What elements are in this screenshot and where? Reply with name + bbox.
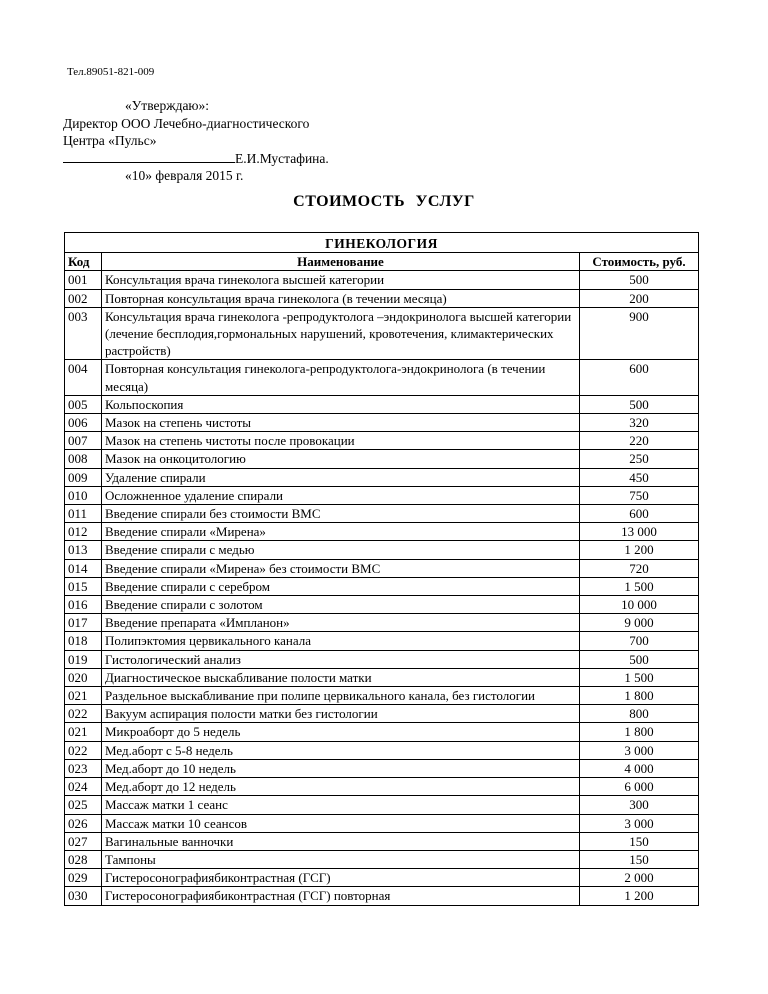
table-body	[65, 271, 699, 905]
cell-code: 022	[65, 705, 102, 723]
table-row	[65, 723, 699, 741]
table-row	[65, 307, 699, 360]
cell-code: 008	[65, 450, 102, 468]
cell-code: 004	[65, 360, 102, 395]
cell-code: 024	[65, 778, 102, 796]
table-row	[65, 614, 699, 632]
phone-number: Тел.89051-821-009	[67, 66, 155, 78]
cell-cost: 4 000	[580, 759, 699, 777]
cell-code: 027	[65, 832, 102, 850]
table-row	[65, 778, 699, 796]
cell-name: Введение препарата «Импланон»	[102, 614, 580, 632]
cell-code: 009	[65, 468, 102, 486]
cell-name: Мазок на степень чистоты	[102, 414, 580, 432]
section-title: ГИНЕКОЛОГИЯ	[65, 233, 699, 253]
cell-cost: 150	[580, 850, 699, 868]
cell-name: Гистеросонографиябиконтрастная (ГСГ) повторная	[102, 887, 580, 905]
cell-cost: 300	[580, 796, 699, 814]
cell-cost: 500	[580, 271, 699, 289]
table-row	[65, 271, 699, 289]
cell-cost: 3 000	[580, 814, 699, 832]
cell-code: 015	[65, 577, 102, 595]
table-row	[65, 360, 699, 395]
cell-cost: 1 500	[580, 668, 699, 686]
table-row	[65, 869, 699, 887]
cell-code: 011	[65, 505, 102, 523]
cell-name: Мазок на онкоцитологию	[102, 450, 580, 468]
cell-cost: 1 200	[580, 887, 699, 905]
cell-code: 002	[65, 289, 102, 307]
cell-cost: 750	[580, 486, 699, 504]
cell-name: Введение спирали с золотом	[102, 596, 580, 614]
header-cost: Стоимость, руб.	[580, 253, 699, 271]
cell-code: 018	[65, 632, 102, 650]
signature-line	[63, 150, 329, 168]
cell-name: Осложненное удаление спирали	[102, 486, 580, 504]
cell-name: Вагинальные ванночки	[102, 832, 580, 850]
cell-code: 019	[65, 650, 102, 668]
table-row	[65, 395, 699, 413]
cell-cost: 2 000	[580, 869, 699, 887]
cell-cost: 200	[580, 289, 699, 307]
cell-cost: 3 000	[580, 741, 699, 759]
cell-name: Мед.аборт с 5-8 недель	[102, 741, 580, 759]
center-name: Центра «Пульс»	[63, 133, 157, 148]
cell-code: 028	[65, 850, 102, 868]
cell-cost: 250	[580, 450, 699, 468]
table-row	[65, 814, 699, 832]
table-row	[65, 832, 699, 850]
table-row	[65, 559, 699, 577]
cell-code: 016	[65, 596, 102, 614]
approval-block	[63, 97, 329, 185]
cell-name: Мед.аборт до 10 недель	[102, 759, 580, 777]
cell-cost: 320	[580, 414, 699, 432]
cell-name: Полипэктомия цервикального канала	[102, 632, 580, 650]
signer-name: Е.И.Мустафина.	[235, 150, 329, 166]
cell-cost: 1 800	[580, 687, 699, 705]
table-row	[65, 668, 699, 686]
cell-name: Консультация врача гинеколога -репродуктолога –эндокринолога высшей категории (лечение бесплодия,гормональных нарушений, кровотечения, климактерических растройств)	[102, 307, 580, 360]
cell-name: Мед.аборт до 12 недель	[102, 778, 580, 796]
cell-code: 023	[65, 759, 102, 777]
table-row	[65, 632, 699, 650]
cell-cost: 800	[580, 705, 699, 723]
table-row	[65, 850, 699, 868]
header-row	[65, 253, 699, 271]
cell-cost: 1 800	[580, 723, 699, 741]
table-row	[65, 759, 699, 777]
cell-cost: 1 500	[580, 577, 699, 595]
cell-code: 021	[65, 687, 102, 705]
table-row	[65, 596, 699, 614]
cell-cost: 150	[580, 832, 699, 850]
header-code: Код	[65, 253, 102, 271]
cell-code: 006	[65, 414, 102, 432]
cell-cost: 600	[580, 360, 699, 395]
cell-name: Массаж матки 10 сеансов	[102, 814, 580, 832]
table-row	[65, 887, 699, 905]
cell-code: 020	[65, 668, 102, 686]
table-row	[65, 486, 699, 504]
cell-cost: 500	[580, 395, 699, 413]
approval-heading: «Утверждаю»:	[125, 98, 210, 113]
cell-name: Введение спирали с медью	[102, 541, 580, 559]
cell-code: 025	[65, 796, 102, 814]
cell-name: Повторная консультация врача гинеколога (в течении месяца)	[102, 289, 580, 307]
table-row	[65, 523, 699, 541]
cell-name: Консультация врача гинеколога высшей категории	[102, 271, 580, 289]
cell-name: Микроаборт до 5 недель	[102, 723, 580, 741]
page-title: СТОИМОСТЬ УСЛУГ	[293, 193, 475, 210]
cell-name: Кольпоскопия	[102, 395, 580, 413]
cell-code: 017	[65, 614, 102, 632]
cell-cost: 450	[580, 468, 699, 486]
cell-name: Тампоны	[102, 850, 580, 868]
cell-code: 030	[65, 887, 102, 905]
cell-name: Вакуум аспирация полости матки без гистологии	[102, 705, 580, 723]
cell-cost: 700	[580, 632, 699, 650]
table-row	[65, 432, 699, 450]
cell-cost: 9 000	[580, 614, 699, 632]
cell-code: 026	[65, 814, 102, 832]
cell-name: Массаж матки 1 сеанс	[102, 796, 580, 814]
cell-code: 003	[65, 307, 102, 360]
table-row	[65, 289, 699, 307]
cell-cost: 720	[580, 559, 699, 577]
table-row	[65, 705, 699, 723]
cell-name: Введение спирали с серебром	[102, 577, 580, 595]
table-row	[65, 687, 699, 705]
cell-code: 014	[65, 559, 102, 577]
cell-name: Гистеросонографиябиконтрастная (ГСГ)	[102, 869, 580, 887]
table-row	[65, 541, 699, 559]
cell-cost: 10 000	[580, 596, 699, 614]
table-row	[65, 650, 699, 668]
signature-underline	[63, 150, 235, 163]
cell-name: Введение спирали без стоимости ВМС	[102, 505, 580, 523]
section-row	[65, 233, 699, 253]
cell-cost: 600	[580, 505, 699, 523]
cell-code: 029	[65, 869, 102, 887]
cell-name: Мазок на степень чистоты после провокации	[102, 432, 580, 450]
cell-cost: 13 000	[580, 523, 699, 541]
cell-name: Введение спирали «Мирена» без стоимости ВМС	[102, 559, 580, 577]
cell-name: Введение спирали «Мирена»	[102, 523, 580, 541]
price-table	[64, 232, 699, 906]
cell-code: 021	[65, 723, 102, 741]
cell-cost: 220	[580, 432, 699, 450]
cell-code: 022	[65, 741, 102, 759]
cell-code: 012	[65, 523, 102, 541]
cell-name: Раздельное выскабливание при полипе цервикального канала, без гистологии	[102, 687, 580, 705]
cell-code: 013	[65, 541, 102, 559]
cell-cost: 500	[580, 650, 699, 668]
cell-cost: 900	[580, 307, 699, 360]
table-row	[65, 505, 699, 523]
cell-code: 001	[65, 271, 102, 289]
cell-code: 010	[65, 486, 102, 504]
table-row	[65, 577, 699, 595]
director-title: Директор ООО Лечебно-диагностического	[63, 115, 310, 131]
approval-date: «10» февраля 2015 г.	[125, 168, 244, 183]
cell-name: Удаление спирали	[102, 468, 580, 486]
header-name: Наименование	[102, 253, 580, 271]
cell-cost: 6 000	[580, 778, 699, 796]
cell-code: 007	[65, 432, 102, 450]
table-row	[65, 468, 699, 486]
table-row	[65, 796, 699, 814]
cell-name: Гистологический анализ	[102, 650, 580, 668]
cell-cost: 1 200	[580, 541, 699, 559]
cell-code: 005	[65, 395, 102, 413]
cell-name: Диагностическое выскабливание полости матки	[102, 668, 580, 686]
cell-name: Повторная консультация гинеколога-репродуктолога-эндокринолога (в течении месяца)	[102, 360, 580, 395]
table-row	[65, 414, 699, 432]
table-row	[65, 741, 699, 759]
table-row	[65, 450, 699, 468]
